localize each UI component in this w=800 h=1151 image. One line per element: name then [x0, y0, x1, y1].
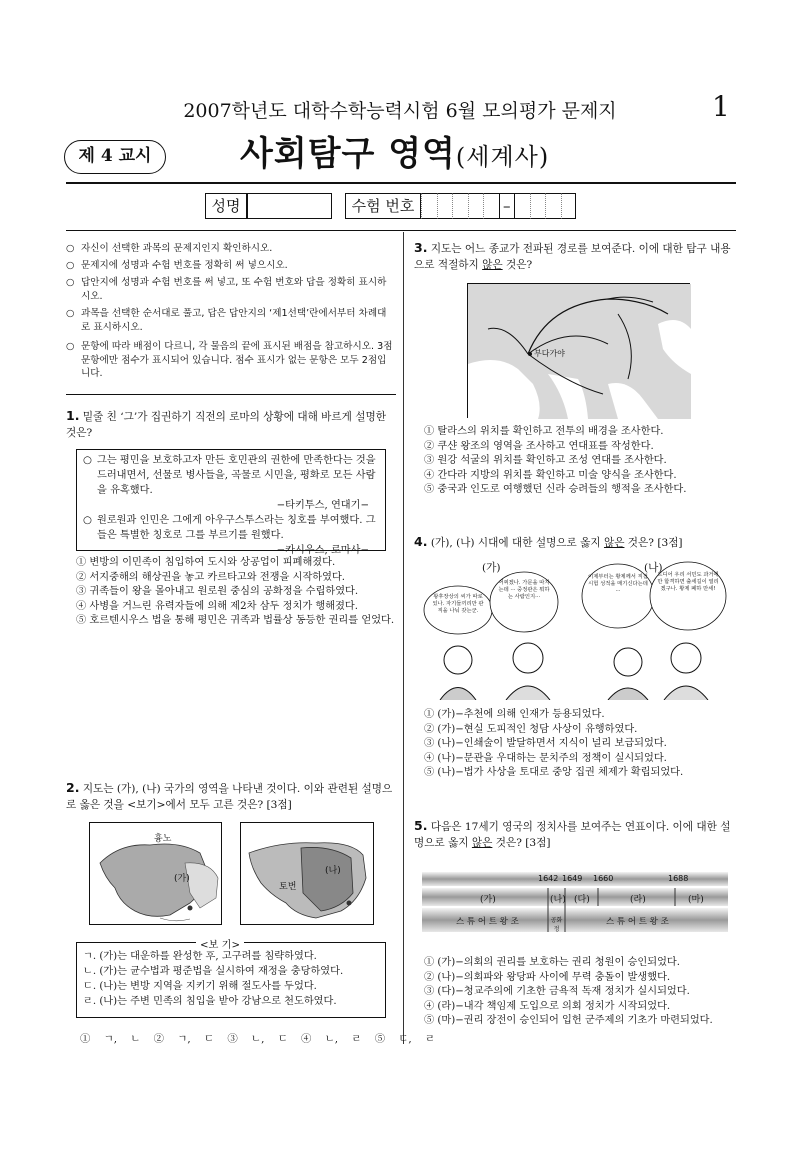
column-divider: [403, 232, 404, 1044]
choice-item[interactable]: ③ 원강 석굴의 위치를 확인하고 조성 연대를 조사한다.: [424, 455, 667, 466]
choice-item[interactable]: ② 서지중해의 해상권을 놓고 카르타고와 전쟁을 시작하였다.: [76, 571, 346, 583]
top-rule: [66, 182, 736, 184]
map-label: 흉노: [154, 834, 172, 844]
timeline-segment: (다): [574, 895, 590, 905]
choice-list: [424, 708, 734, 781]
subject-name: 사회탐구 영역: [240, 134, 456, 174]
timeline-year: 1649: [562, 874, 583, 883]
name-field[interactable]: [247, 193, 332, 219]
instruction-item: ○ 자신이 선택한 과목의 문제지인지 확인하시오.: [66, 243, 273, 254]
id-digit[interactable]: [561, 193, 577, 219]
timeline-segment: (라): [630, 895, 646, 905]
choice-item[interactable]: ① (가)−의회의 권리를 보호하는 권리 청원이 승인되었다.: [424, 957, 681, 968]
page-number: 1: [712, 90, 730, 123]
map-b: [240, 822, 374, 925]
choice-list: [424, 956, 734, 1029]
period-badge: 제 4 교시: [64, 140, 166, 174]
question-4: 4. (가), (나) 시대에 대한 설명으로 옳지 않은 것은? [3점]: [414, 534, 683, 549]
id-digit[interactable]: [483, 193, 499, 219]
choice-item[interactable]: ④ (나)−문관을 우대하는 문치주의 정책이 실시되었다.: [424, 752, 667, 764]
choice-list[interactable]: ① ㄱ, ㄴ ② ㄱ, ㄷ ③ ㄴ, ㄷ ④ ㄴ, ㄹ ⑤ ㄷ, ㄹ: [80, 1033, 436, 1045]
choice-item[interactable]: ④ 사병을 거느린 유력자들에 의해 제2차 삼두 정치가 행해졌다.: [76, 600, 358, 612]
speech-bubble: 왕후장상의 씨가 따로 있나. 자기들끼리만 관직을 나눠 갖는군.: [432, 594, 484, 614]
choice-item[interactable]: ④ 간다라 지방의 위치를 확인하고 미술 양식을 조사한다.: [424, 469, 677, 481]
choice-item[interactable]: ① 탈라스의 위치를 확인하고 전투의 배경을 조사한다.: [424, 426, 664, 437]
instruction-item: ○ 과목을 선택한 순서대로 풀고, 답은 답안지의 ‘제1선택’란에서부터 차례대로 표시하시오.: [66, 308, 387, 333]
underlined-word: 않은: [471, 837, 493, 849]
name-label: 성명: [205, 193, 247, 219]
source-citation: −카시우스, 로마사−: [276, 545, 369, 556]
cartoon-illustration: [418, 550, 730, 700]
underlined-word: 않은: [482, 259, 503, 271]
subject-sub: (세계사): [455, 143, 550, 171]
id-dash: –: [499, 193, 515, 219]
id-digit[interactable]: [545, 193, 561, 219]
subject-title: [240, 126, 549, 175]
bogi-item: ㄷ. (나)는 변방 지역을 지키기 위해 절도사를 두었다.: [83, 981, 317, 992]
question-stem: 지도는 (가), (나) 국가의 영역을 나타낸 것이다. 이와 관련된 설명으로 옳은 것을 <보기>에서 모두 고른 것은? [3점]: [66, 783, 393, 811]
map-a: [89, 822, 222, 925]
instruction-rule: [66, 394, 396, 395]
source-item: ○ 원로원과 인민은 그에게 아우구스투스라는 칭호를 부여했다. 그들은 특별한 칭호로 그를 부르기를 원했다.: [83, 515, 376, 541]
question-number: 2.: [66, 780, 80, 795]
speech-bubble: 어찌겠나. 가문을 따지는데 ··· 중정관은 뭐하는 사람인지···: [498, 580, 550, 600]
choice-item[interactable]: ② (가)−현실 도피적인 청담 사상이 유행하였다.: [424, 723, 638, 735]
name-id-box: [205, 193, 603, 219]
id-digit[interactable]: [452, 193, 468, 219]
choice-item[interactable]: ⑤ (마)−권리 장전이 승인되어 입헌 군주제의 기초가 마련되었다.: [424, 1015, 713, 1026]
map-label: (가): [174, 874, 190, 884]
timeline-segment: (마): [688, 895, 704, 905]
id-label: 수험 번호: [345, 193, 421, 219]
timeline-era: 스 튜 어 트 왕 조: [456, 917, 519, 927]
timeline-year: 1642: [538, 874, 559, 883]
choice-item[interactable]: ① (가)−추천에 의해 인재가 등용되었다.: [424, 709, 605, 720]
question-number: 5.: [414, 818, 428, 833]
bogi-item: ㄹ. (나)는 주변 민족의 침입을 받아 강남으로 천도하였다.: [83, 996, 337, 1007]
source-citation: −타키투스, 연대기−: [276, 500, 369, 511]
choice-item[interactable]: ③ (다)−청교주의에 기초한 금욕적 독재 정치가 실시되었다.: [424, 986, 690, 997]
timeline-segment: (나): [550, 895, 566, 905]
choice-item[interactable]: ⑤ 중국과 인도로 여행했던 신라 승려들의 행적을 조사한다.: [424, 484, 687, 495]
timeline: [420, 868, 730, 938]
question-number: 3.: [414, 240, 428, 255]
map-label: 토번: [279, 882, 297, 892]
question-5: 5. 다음은 17세기 영국의 정치사를 보여주는 연표이다. 이에 대한 설명으로 옳지 않은 것은? [3점]: [414, 818, 731, 849]
speech-bubble: 드디어 우리 서민도 과거에만 합격하면 출세길이 열리겠구나. 황제 폐하 만세!: [657, 572, 719, 592]
header-rule: [66, 230, 736, 231]
choice-item[interactable]: ④ (라)−내각 책임제 도입으로 의회 정치가 시작되었다.: [424, 1000, 671, 1012]
question-2: [66, 780, 396, 813]
id-digit[interactable]: [468, 193, 484, 219]
religion-route-map: [467, 283, 690, 418]
question-3: 3. 지도는 어느 종교가 전파된 경로를 보여준다. 이에 대한 탐구 내용으로 적절하지 않은 것은?: [414, 240, 731, 271]
map-label-bodhgaya: 부다가야: [534, 349, 565, 358]
timeline-era: 스 튜 어 트 왕 조: [606, 917, 669, 927]
map-label: (나): [325, 866, 341, 876]
timeline-segment: (가): [480, 895, 496, 905]
bogi-item: ㄱ. (가)는 대운하를 완성한 후, 고구려를 침략하였다.: [83, 951, 317, 962]
choice-list: [76, 556, 396, 629]
id-digit[interactable]: [514, 193, 530, 219]
question-number: 4.: [414, 534, 428, 549]
question-1: [66, 408, 396, 441]
id-digit[interactable]: [437, 193, 453, 219]
timeline-year: 1688: [668, 874, 689, 883]
choice-item[interactable]: ③ 귀족들이 왕을 몰아내고 원로원 중심의 공화정을 수립하였다.: [76, 586, 359, 597]
source-item: ○ 그는 평민을 보호하고자 만든 호민관의 권한에 만족한다는 것을 드러내면서, 선물로 병사들을, 곡물로 시민을, 평화로 모든 사람을 유혹했다.: [83, 455, 376, 496]
choice-list: [424, 425, 734, 498]
instruction-item: ○ 문제지에 성명과 수험 번호를 정확히 써 넣으시오.: [66, 260, 288, 271]
bogi-box: [76, 942, 386, 1018]
question-stem: 밑줄 친 ‘그’가 집권하기 직전의 로마의 상황에 대해 바르게 설명한 것은?: [66, 411, 386, 439]
speech-bubble: 이제부터는 황제께서 직접 시험 성적을 매기신다는데···: [588, 574, 648, 594]
exam-title: 2007학년도 대학수학능력시험 6월 모의평가 문제지: [183, 100, 617, 122]
question-number: 1.: [66, 408, 80, 423]
source-box: [76, 449, 386, 556]
id-digit[interactable]: [421, 193, 437, 219]
choice-item[interactable]: ③ (나)−인쇄술이 발달하면서 지식이 널리 보급되었다.: [424, 738, 667, 749]
instruction-item: ○ 문항에 따라 배점이 다르니, 각 물음의 끝에 표시된 배점을 참고하시오. 3점 문항에만 점수가 표시되어 있습니다. 점수 표시가 없는 문항은 모두 2점입니다.: [66, 341, 393, 380]
choice-item[interactable]: ① 변방의 이민족이 침입하여 도시와 상공업이 피폐해졌다.: [76, 557, 336, 568]
instruction-item: ○ 답안지에 성명과 수험 번호를 써 넣고, 또 수험 번호와 답을 정확히 표시하시오.: [66, 277, 387, 302]
timeline-year: 1660: [593, 874, 614, 883]
underlined-word: 않은: [603, 537, 625, 549]
bogi-item: ㄴ. (가)는 균수법과 평준법을 실시하여 재정을 충당하였다.: [83, 966, 344, 977]
cartoon-label-b: (나): [644, 562, 663, 574]
choice-item[interactable]: ② 쿠샨 왕조의 영역을 조사하고 연대표를 작성한다.: [424, 440, 654, 452]
timeline-era: 공화정: [550, 917, 563, 933]
id-digit[interactable]: [530, 193, 546, 219]
choice-item[interactable]: ⑤ (나)−법가 사상을 토대로 중앙 집권 체제가 확립되었다.: [424, 767, 684, 778]
choice-item[interactable]: ② (나)−의회파와 왕당파 사이에 무력 충돌이 발생했다.: [424, 971, 671, 983]
bogi-title: <보 기>: [196, 936, 244, 951]
choice-item[interactable]: ⑤ 호르텐시우스 법을 통해 평민은 귀족과 법률상 동등한 권리를 얻었다.: [76, 615, 395, 626]
cartoon-label-a: (가): [482, 562, 501, 574]
